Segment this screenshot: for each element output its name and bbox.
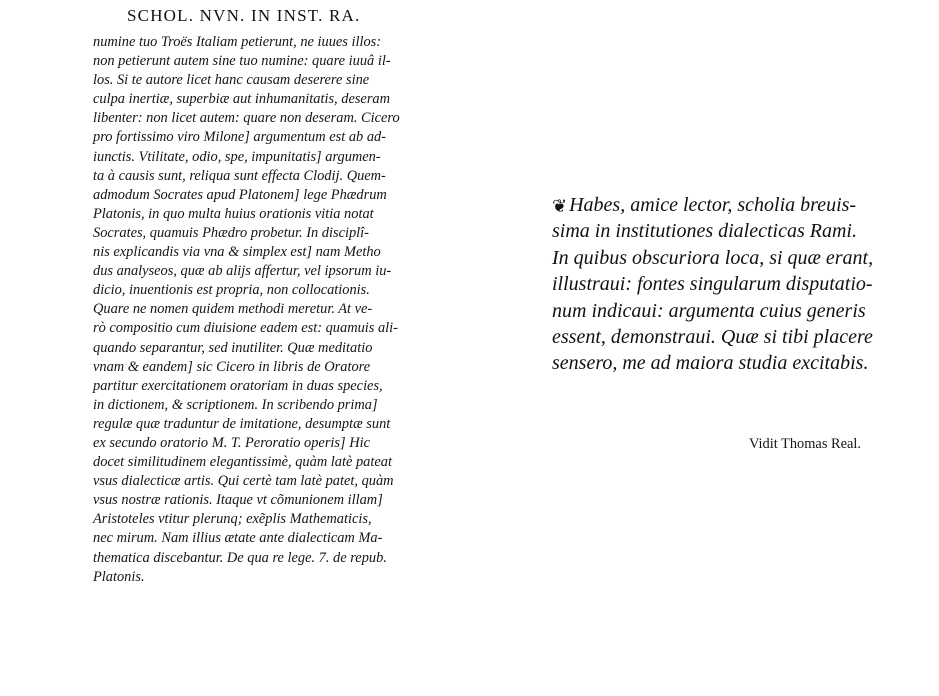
- text-line: essent, demonstraui. Quæ si tibi placere: [552, 326, 873, 349]
- text-line: Platonis.: [93, 568, 145, 585]
- text-line: numine tuo Troës Italiam petierunt, ne iuues illos:: [93, 34, 382, 50]
- text-line: non petierunt autem sine tuo numine: quare iuuâ il-: [93, 53, 391, 70]
- text-line: in dictionem, & scriptionem. In scribendo prima]: [93, 396, 378, 413]
- text-line: admodum Socrates apud Platonem] lege Phædrum: [93, 186, 387, 203]
- text-line: In quibus obscuriora loca, si quæ erant,: [552, 246, 874, 269]
- text-line: culpa inertiæ, superbiæ aut inhumanitatis, deseram: [93, 91, 391, 108]
- text-line: ta à causis sunt, reliqua sunt effecta Clodij. Quem-: [93, 167, 386, 184]
- text-line: illustraui: fontes singularum disputatio-: [552, 273, 873, 296]
- text-line: nis explicandis via vna & simplex est] nam Metho: [93, 244, 381, 261]
- left-page: [93, 6, 458, 646]
- text-line: Aristoteles vtitur plerunq; exẽplis Mathematicis,: [93, 511, 372, 528]
- text-line: vsus nostræ rationis. Itaque vt cõmunionem illam]: [93, 492, 383, 509]
- text-line: Socrates, quamuis Phædro probetur. In disciplî-: [93, 224, 369, 241]
- text-line: regulæ quæ traduntur de imitatione, desumptæ sunt: [93, 415, 391, 432]
- right-page: [552, 192, 922, 462]
- text-line: dus analyseos, quæ ab alijs affertur, vel ipsorum iu-: [93, 263, 392, 280]
- address-to-reader: [552, 192, 873, 377]
- text-line: num indicaui: argumenta cuius generis: [552, 299, 866, 322]
- text-line: libenter: non licet autem: quare non deseram. Cicero: [93, 110, 400, 127]
- text-line: vnam & eandem] sic Cicero in libris de Oratore: [93, 358, 371, 375]
- approval-line: Vidit Thomas Real.: [749, 436, 861, 452]
- text-line: iunctis. Vtilitate, odio, spe, impunitatis] argumen-: [93, 148, 381, 165]
- text-line: ex secundo oratorio M. T. Peroratio operis] Hic: [93, 434, 370, 451]
- text-line: sima in institutiones dialecticas Rami.: [552, 220, 857, 243]
- text-line: quando separantur, sed inutiliter. Quæ meditatio: [93, 339, 373, 356]
- text-line: nec mirum. Nam illius ætate ante dialecticam Ma-: [93, 530, 383, 547]
- text-line: thematica discebantur. De qua re lege. 7. de repub.: [93, 549, 387, 566]
- text-line: docet similitudinem elegantissimè, quàm latè pateat: [93, 454, 392, 471]
- text-line: Platonis, in quo multa huius orationis vitia notat: [93, 205, 374, 222]
- text-line: dicio, inuentionis est propria, non collocationis.: [93, 282, 370, 299]
- text-line: Quare ne nomen quidem methodi meretur. At ve-: [93, 301, 373, 318]
- text-line: sensero, me ad maiora studia excitabis.: [552, 352, 869, 375]
- running-head: SCHOL. NVN. IN INST. RA.: [127, 6, 361, 25]
- text-line: rò compositio cum diuisione eadem est: quamuis ali-: [93, 320, 398, 337]
- text-line: [552, 192, 873, 218]
- text-line: vsus dialecticæ artis. Qui certè tam latè patet, quàm: [93, 473, 394, 490]
- text-line: pro fortissimo viro Milone] argumentum est ab ad-: [93, 129, 386, 146]
- text-line-content: Habes, amice lector, scholia breuis-: [569, 194, 857, 216]
- fleuron-icon: ❦: [552, 196, 568, 216]
- text-line: los. Si te autore licet hanc causam deserere sine: [93, 72, 370, 89]
- text-line: partitur exercitationem oratoriam in duas species,: [93, 377, 383, 394]
- commentary-text: [93, 33, 400, 587]
